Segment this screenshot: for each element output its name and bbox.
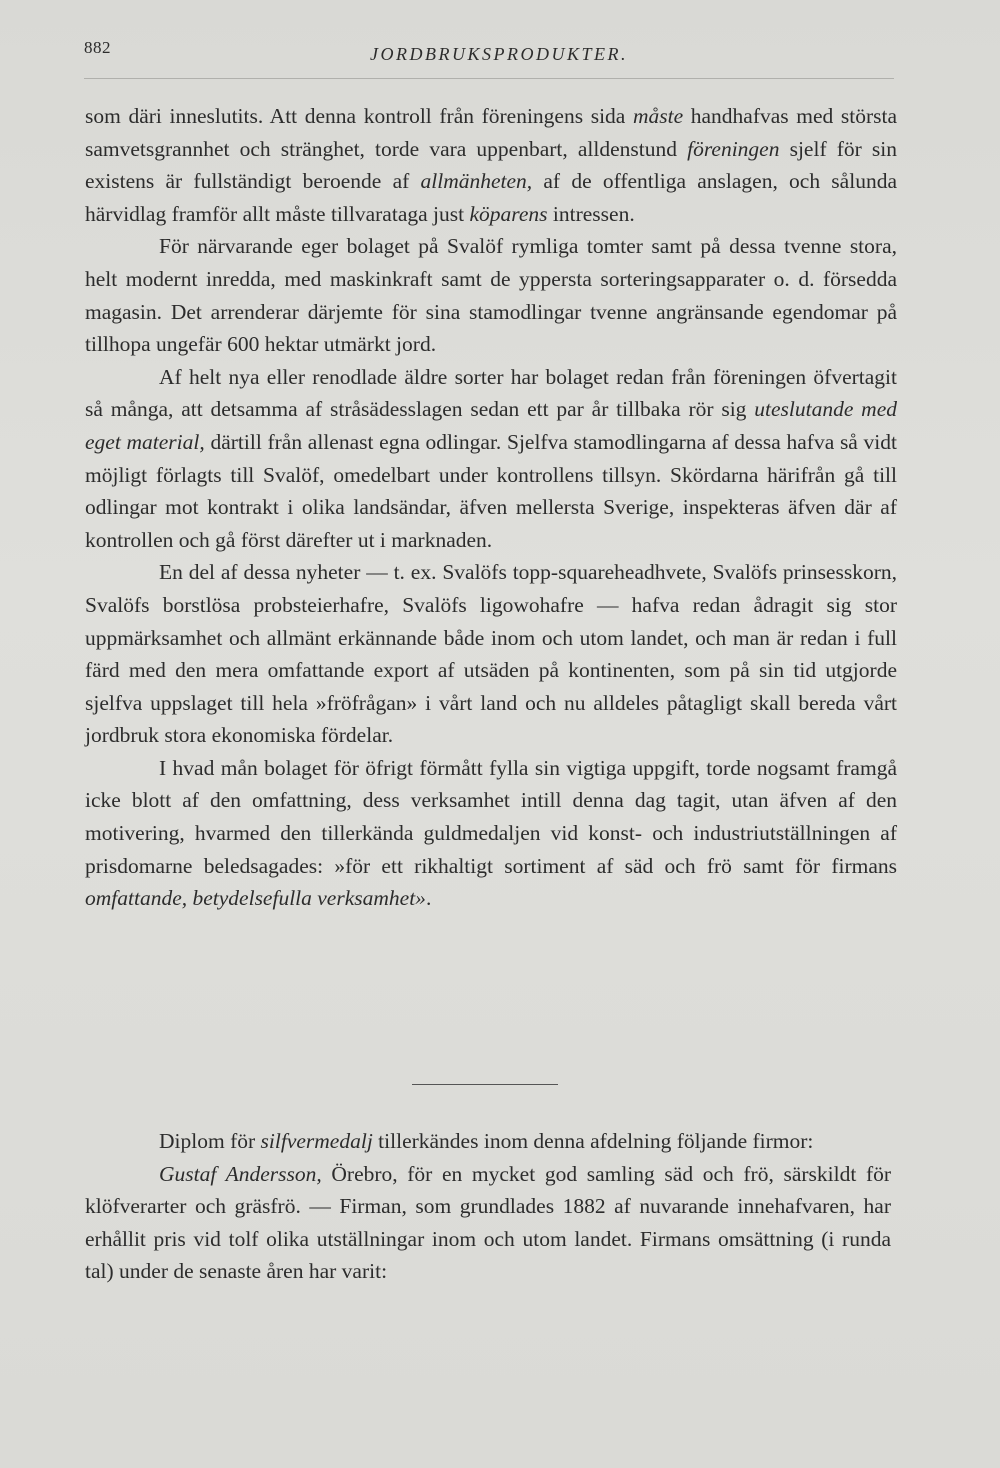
- paragraph: [85, 361, 897, 557]
- running-title: JORDBRUKSPRODUKTER.: [370, 44, 628, 64]
- italic-text: omfattande, betydelsefulla verksamhet»: [85, 886, 426, 911]
- paragraph: [85, 230, 897, 360]
- italic-text: föreningen: [687, 136, 780, 161]
- text-run: I hvad mån bolaget för öfrigt förmått fylla sin vigtiga uppgift, torde nogsamt framgå icke blott af den omfattning, dess verksamhet intill denna dag tagit, utan äfven af den motivering, hvarmed den tillerkända guldmedaljen vid konst- och industriutställningen af prisdomarne beledsagades: »för ett rikhaltigt sortiment af säd och frö samt för firmans: [85, 755, 897, 878]
- italic-text: köparens: [469, 201, 548, 226]
- text-run: handhafvas med största samvetsgrannhet och stränghet, torde vara uppenbart, alldenstund: [85, 104, 897, 161]
- italic-text: måste: [632, 104, 684, 128]
- text-run: Af helt nya eller renodlade äldre sorter har bolaget redan från föreningen öfvertagit så många, att detsamma af stråsädesslagen sedan ett par år tillbaka rör sig: [85, 364, 897, 422]
- text-run: därtill från allenast egna odlingar. Sjelfva stamodlingarna af dessa hafva så vidt möjligt förlagts till Svalöf, omedelbart under kontrollens tillsyn. Skördarna härifrån gå till odlingar mot kontrakt i olika landsändar, äfven mellersta Sverige, inspekteras äfven där af kontrollen och gå först därefter ut i marknaden.: [85, 429, 897, 552]
- italic-text: Gustaf Andersson,: [159, 1161, 322, 1186]
- text-run: Diplom för: [159, 1129, 261, 1153]
- italic-text: silfvermedalj: [260, 1129, 373, 1153]
- page-number: 882: [84, 38, 111, 57]
- text-run: som däri inneslutits. Att denna kontroll från föreningens sida: [85, 104, 633, 128]
- paragraph: [85, 100, 897, 230]
- italic-text: allmänheten,: [420, 169, 533, 194]
- text-run: intressen.: [547, 201, 635, 226]
- text-run: af de offentliga anslagen, och sålunda härvidlag framför allt måste tillvaratagа just: [85, 169, 897, 226]
- text-run: sjelf för sin existens är fullständigt beroende af: [85, 136, 897, 194]
- medal-section-text: [85, 1125, 891, 1288]
- text-run: För närvarande eger bolaget på Svalöf rymliga tomter samt på dessa tvenne stora, helt modernt inredda, med maskinkraft samt de yppersta sorteringsapparater o. d. försedda magasin. Det arrenderar därjemte för sina stamodlingar tvenne angränsande egendomar på tillhopa ungefär 600 hektar utmärkt jord.: [85, 234, 897, 357]
- section-separator: [412, 1084, 558, 1085]
- text-run: En del af dessa nyheter — t. ex. Svalöfs topp-squareheadhvete, Svalöfs prinsesskorn, Svalöfs borstlösa probsteierhafre, Svalöfs ligowohafre — hafva redan ådragit sig stor uppmärksamhet och allmänt erkännande både inom och utom landet, och man är redan i full färd med den mera omfattande export af utsäden på kontinenten, som på sin tid utgjorde sjelfva uppslaget till hela »fröfrågan» i vårt land och nu alldeles påtagligt skall bereda vårt jordbruk stora ekonomiska fördelar.: [85, 560, 897, 748]
- header-rule: [84, 78, 894, 79]
- text-run: tillerkändes inom denna afdelning följande firmor:: [372, 1129, 814, 1153]
- paragraph: [85, 1158, 891, 1288]
- italic-text: uteslutande med eget material,: [85, 397, 897, 454]
- text-run: Örebro, för en mycket god samling säd och frö, särskildt för klöfverarter och gräsfrö. — Firman, som grundlades 1882 af nuvarande innehafvaren, har erhållit pris vid tolf olika utställningar inom och utom landet. Firmans omsättning (i runda tal) under de senaste åren har varit:: [85, 1161, 892, 1284]
- text-run: .: [425, 886, 432, 911]
- paragraph: [85, 556, 897, 752]
- main-text: [85, 100, 897, 915]
- paragraph: [85, 1125, 891, 1158]
- paragraph: [85, 752, 897, 915]
